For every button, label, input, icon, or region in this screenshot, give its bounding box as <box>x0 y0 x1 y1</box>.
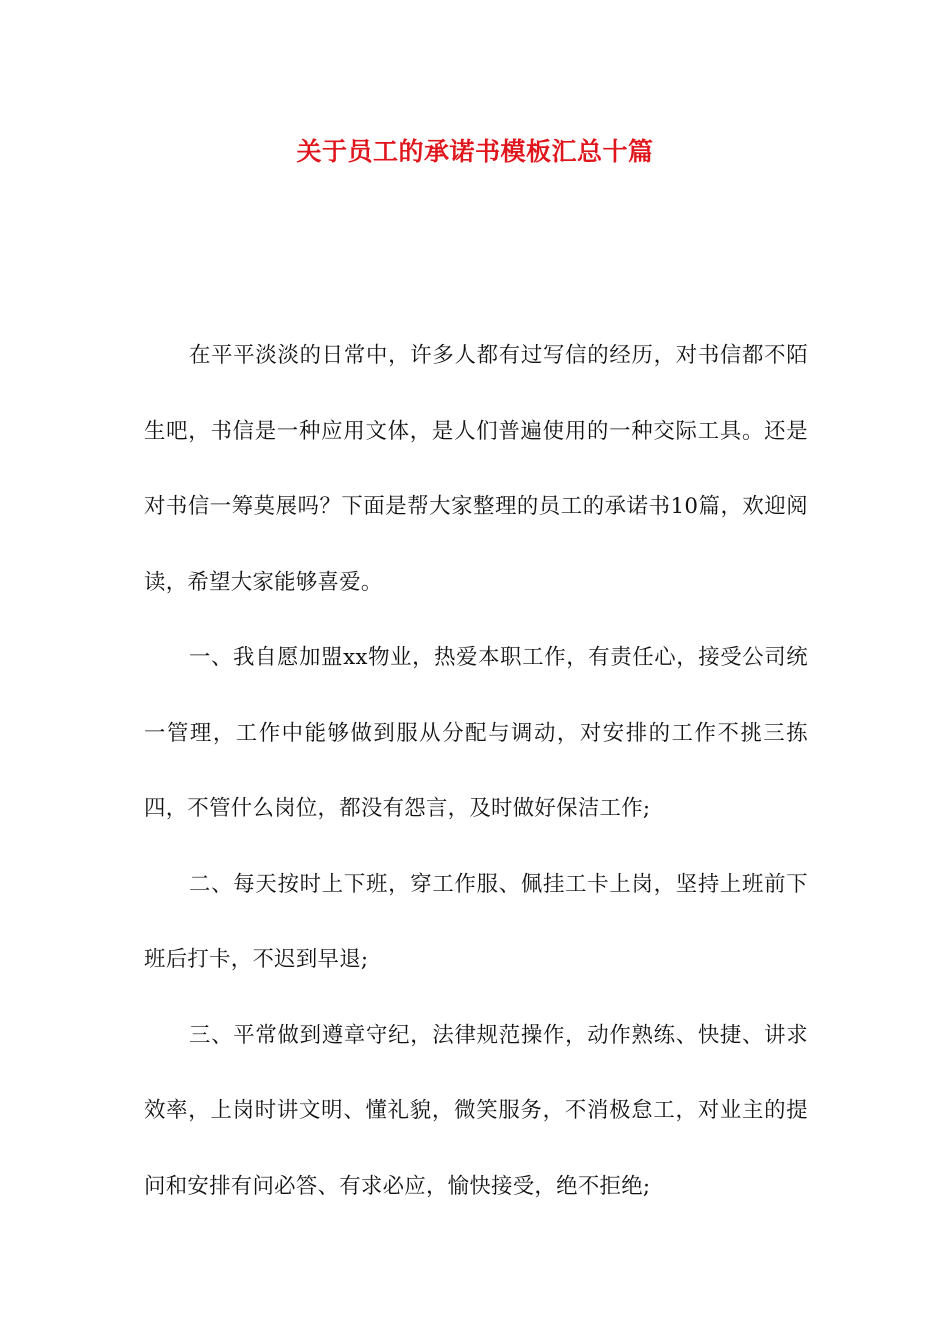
document-title: 关于员工的承诺书模板汇总十篇 <box>296 137 654 166</box>
paragraph-intro: 在平平淡淡的日常中，许多人都有过写信的经历，对书信都不陌生吧，书信是一种应用文体，是人们普遍使用的一种交际工具。还是对书信一筹莫展吗？下面是帮大家整理的员工的承诺书10篇，欢迎阅读，希望大家能够喜爱。 <box>144 343 808 595</box>
paragraph-item-1: 一、我自愿加盟xx物业，热爱本职工作，有责任心，接受公司统一管理，工作中能够做到服从分配与调动，对安排的工作不挑三拣四，不管什么岗位，都没有怨言，及时做好保洁工作; <box>144 645 808 821</box>
paragraph-item-3: 三、平常做到遵章守纪，法律规范操作，动作熟练、快捷、讲求效率，上岗时讲文明、懂礼貌，微笑服务，不消极怠工，对业主的提问和安排有问必答、有求必应，愉快接受，绝不拒绝; <box>144 1022 808 1199</box>
paragraph-item-2: 二、每天按时上下班，穿工作服、佩挂工卡上岗，坚持上班前下班后打卡，不迟到早退; <box>144 871 808 972</box>
document-body <box>144 318 808 1224</box>
